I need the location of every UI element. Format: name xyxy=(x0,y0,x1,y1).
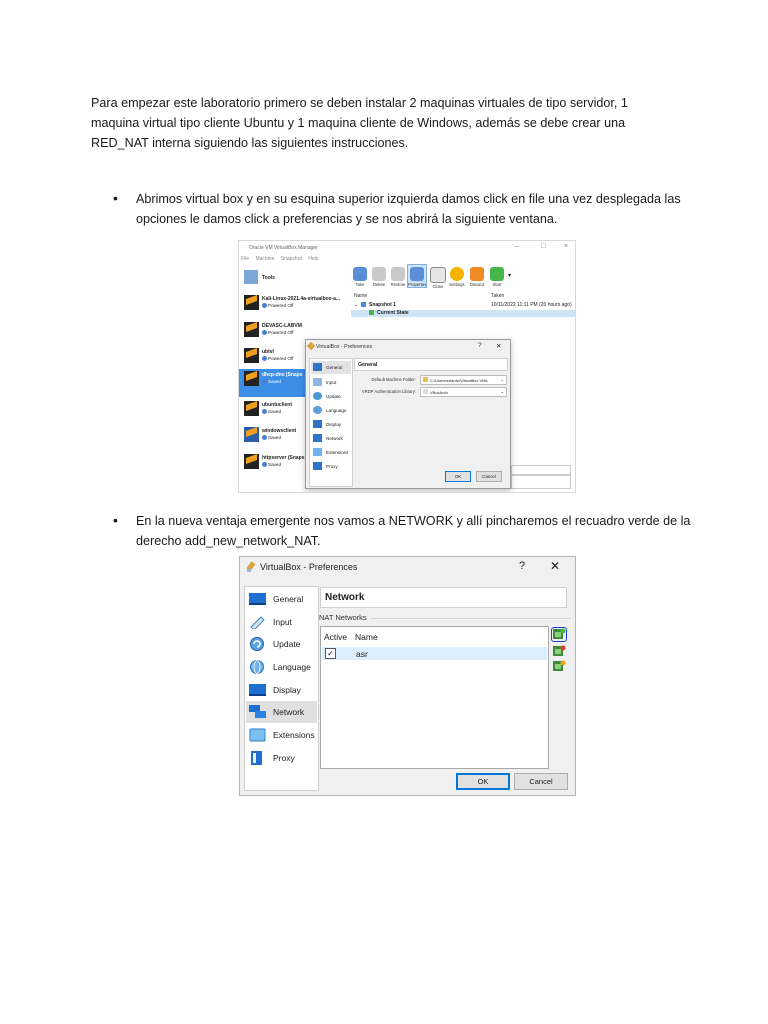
restore-snapshot-button[interactable] xyxy=(389,265,407,287)
vm-state-text: Powered Off xyxy=(268,356,294,361)
discard-button[interactable] xyxy=(468,265,486,287)
nav-label: Language xyxy=(326,408,347,413)
vm-state-text: Saved xyxy=(268,379,282,384)
vm-state xyxy=(262,303,293,308)
saved-icon xyxy=(262,435,267,440)
file-icon xyxy=(423,389,428,394)
extensions-icon xyxy=(313,448,322,456)
nav-label: Input xyxy=(273,617,292,627)
default-machine-folder-select[interactable] xyxy=(420,375,507,385)
active-checkbox[interactable]: ✓ xyxy=(325,648,336,659)
chevron-down-icon: ⌄ xyxy=(500,377,504,382)
vm-state xyxy=(262,356,293,361)
column-name: Name xyxy=(354,293,368,299)
nav-input[interactable] xyxy=(311,376,351,389)
help-button[interactable]: ? xyxy=(478,342,482,349)
pane-title xyxy=(354,358,508,371)
vm-state-text: Powered Off xyxy=(268,330,294,335)
nav-display[interactable] xyxy=(246,679,317,701)
nav-proxy[interactable] xyxy=(311,460,351,473)
network-icon xyxy=(313,434,322,442)
maximize-button[interactable]: □ xyxy=(541,243,546,250)
update-icon xyxy=(249,637,266,651)
edit-nat-network-button[interactable] xyxy=(552,660,566,673)
column-active[interactable]: Active xyxy=(324,632,348,642)
current-state-icon xyxy=(369,310,374,315)
details-field xyxy=(511,465,571,475)
start-button[interactable] xyxy=(488,265,506,287)
dialog-title: VirtualBox - Preferences xyxy=(260,562,358,572)
expand-icon[interactable]: ⌄ xyxy=(354,302,359,308)
nav-update[interactable] xyxy=(246,633,317,655)
close-button[interactable]: ✕ xyxy=(550,559,561,573)
delete-icon xyxy=(372,267,386,281)
close-button[interactable]: ✕ xyxy=(496,343,502,350)
toolbar-label: Settings xyxy=(449,282,465,287)
snapshot-row[interactable] xyxy=(351,302,575,309)
field-value: VBoxAuth xyxy=(430,390,448,395)
input-icon xyxy=(313,378,322,386)
settings-button[interactable] xyxy=(448,265,466,287)
help-button[interactable]: ? xyxy=(519,560,526,572)
windows-logo-icon xyxy=(244,427,259,442)
vm-state xyxy=(262,409,281,414)
toolbar-label: Start xyxy=(492,282,502,287)
display-icon xyxy=(249,683,266,697)
linux-logo-icon xyxy=(244,454,259,469)
nav-network[interactable] xyxy=(246,701,317,723)
vm-state xyxy=(262,435,281,440)
properties-button[interactable] xyxy=(408,265,426,287)
window-title: Oracle VM VirtualBox Manager xyxy=(249,245,318,251)
snapshot-toolbar xyxy=(351,265,575,291)
bullet-text-2: En la nueva ventaja emergente nos vamos a NETWORK y allí pincharemos el recuadro verde de la derecho add_new_network_NAT. xyxy=(136,514,691,548)
column-taken: Taken xyxy=(491,293,505,299)
saved-icon xyxy=(262,409,267,414)
details-field xyxy=(511,475,571,489)
nav-extensions[interactable] xyxy=(246,724,317,746)
nav-general[interactable] xyxy=(246,588,317,610)
saved-icon xyxy=(262,379,267,384)
toolbar-label: Restore xyxy=(390,282,406,287)
toolbar-label: Discard xyxy=(469,282,485,287)
nav-label: Extensions xyxy=(326,450,349,455)
nav-label: Update xyxy=(326,394,341,399)
default-machine-folder-row xyxy=(354,375,506,384)
vm-name: httpserver (Snaps xyxy=(262,455,305,461)
nav-label: Input xyxy=(326,380,337,385)
vm-name: ubtvl xyxy=(262,349,274,355)
vm-name: DEVASC-LABVM xyxy=(262,323,302,329)
menu-bar xyxy=(241,256,324,262)
field-label: Default Machine Folder: xyxy=(371,377,416,382)
snapshot-name: Snapshot 1 xyxy=(369,302,396,308)
general-icon xyxy=(249,592,266,606)
linux-logo-icon xyxy=(244,295,259,310)
vm-item[interactable] xyxy=(239,293,351,317)
cancel-button[interactable]: Cancel xyxy=(476,471,502,482)
nav-label: Proxy xyxy=(326,464,338,469)
nav-language[interactable] xyxy=(246,656,317,678)
toolbar-label: Take xyxy=(355,282,365,287)
power-off-icon xyxy=(262,356,267,361)
pane-title xyxy=(320,587,567,608)
proxy-icon xyxy=(249,751,266,765)
nav-label: Network xyxy=(326,436,343,441)
nav-language[interactable] xyxy=(311,404,351,417)
snapshot-list xyxy=(351,293,575,323)
nav-general[interactable] xyxy=(311,361,351,374)
toolbar-label: Properties xyxy=(408,282,428,287)
ok-button[interactable]: OK xyxy=(445,471,471,482)
camera-icon xyxy=(353,267,367,281)
chevron-down-icon: ⌄ xyxy=(500,389,504,394)
vm-state xyxy=(262,379,281,384)
language-icon xyxy=(249,660,266,674)
add-nat-network-button[interactable] xyxy=(552,628,566,641)
vm-state-text: Saved xyxy=(268,435,282,440)
language-icon xyxy=(313,406,322,414)
snapshot-taken: 10/11/2022 11:11 PM (20 hours ago) xyxy=(491,302,572,308)
display-icon xyxy=(313,420,322,428)
linux-logo-icon xyxy=(244,348,259,363)
menu-machine[interactable]: Machine xyxy=(255,256,275,262)
vm-name: windowsclient xyxy=(262,428,297,434)
vm-state xyxy=(262,462,281,467)
nav-extensions[interactable] xyxy=(311,446,351,459)
vm-state-text: Powered Off xyxy=(268,303,294,308)
snapshot-name: Current State xyxy=(377,310,409,316)
linux-logo-icon xyxy=(244,322,259,337)
preferences-dialog-general xyxy=(305,339,511,489)
linux-logo-icon xyxy=(244,401,259,416)
take-snapshot-button[interactable] xyxy=(351,265,369,287)
nav-label: Extensions xyxy=(273,730,315,740)
nav-label: Display xyxy=(326,422,342,427)
power-off-icon xyxy=(262,330,267,335)
menu-snapshot[interactable]: Snapshot xyxy=(280,256,302,262)
nav-label: General xyxy=(273,594,304,604)
snapshot-icon xyxy=(361,302,366,307)
dialog-title: VirtualBox - Preferences xyxy=(316,344,373,350)
start-arrow-icon xyxy=(490,267,504,281)
window-titlebar xyxy=(239,241,575,254)
saved-icon xyxy=(262,462,267,467)
nat-networks-table[interactable] xyxy=(320,626,549,769)
ok-button[interactable]: OK xyxy=(456,773,510,790)
clone-icon xyxy=(430,267,446,283)
menu-help[interactable]: Help xyxy=(308,256,319,262)
gear-icon xyxy=(450,267,464,281)
input-icon xyxy=(249,615,266,629)
nav-update[interactable] xyxy=(311,390,351,403)
virtualbox-manager-screenshot xyxy=(238,240,576,493)
nat-networks-group-label: NAT Networks xyxy=(319,613,367,622)
edit-nat-network-icon xyxy=(552,660,566,673)
vrdp-auth-library-row xyxy=(354,387,506,396)
tools-icon xyxy=(244,270,258,284)
general-icon xyxy=(313,363,322,371)
chevron-down-icon[interactable]: ▾ xyxy=(508,273,512,279)
properties-icon xyxy=(410,267,424,281)
vrdp-auth-library-select[interactable] xyxy=(420,387,507,397)
tools-item[interactable] xyxy=(239,267,351,291)
vm-name: dhcp-dns (Snaps xyxy=(262,372,303,378)
bullet-marker: • xyxy=(113,190,118,206)
remove-nat-network-icon xyxy=(552,645,566,658)
vm-state-text: Saved xyxy=(268,462,282,467)
network-icon xyxy=(249,705,266,719)
nav-network[interactable] xyxy=(311,432,351,445)
bullet-text-1: Abrimos virtual box y en su esquina superior izquierda damos click en file una vez desplegada las opciones le damos click a preferencias y se nos abrirá la siguiente ventana. xyxy=(136,192,681,226)
menu-file[interactable]: File xyxy=(241,256,250,262)
nav-label: Language xyxy=(273,662,311,672)
delete-snapshot-button[interactable] xyxy=(370,265,388,287)
toolbar-label: Delete xyxy=(372,282,386,287)
nav-label: Update xyxy=(273,639,301,649)
preferences-nav xyxy=(244,586,319,791)
snapshot-row[interactable] xyxy=(351,310,575,317)
restore-icon xyxy=(391,267,405,281)
extensions-icon xyxy=(249,728,266,742)
vm-state-text: Saved xyxy=(268,409,282,414)
general-pane xyxy=(354,358,506,468)
bullet-marker: • xyxy=(113,512,118,528)
column-name[interactable]: Name xyxy=(355,632,378,642)
toolbar-label: Clone xyxy=(432,284,444,289)
field-label: VRDP Authentication Library: xyxy=(361,389,416,394)
preferences-dialog-network xyxy=(239,556,576,796)
proxy-icon xyxy=(313,462,322,470)
preferences-nav xyxy=(309,358,353,487)
virtualbox-icon xyxy=(307,342,315,350)
tools-label: Tools xyxy=(262,275,275,281)
nav-label: Proxy xyxy=(273,753,295,763)
vm-state xyxy=(262,330,293,335)
nav-label: Network xyxy=(273,707,305,717)
nav-proxy[interactable] xyxy=(246,747,317,769)
clone-button[interactable] xyxy=(429,265,447,289)
nav-label: General xyxy=(326,365,343,370)
nav-display[interactable] xyxy=(311,418,351,431)
field-value: C:\Users\edardo\VirtualBox VMs xyxy=(430,378,488,383)
cancel-button[interactable]: Cancel xyxy=(514,773,568,790)
network-name: asr xyxy=(356,649,368,659)
power-off-icon xyxy=(262,303,267,308)
vm-name: Kali-Linux-2021.4a-virtualbox-a... xyxy=(262,296,341,302)
remove-nat-network-button[interactable] xyxy=(552,645,566,658)
linux-logo-icon xyxy=(244,371,259,386)
virtualbox-icon xyxy=(245,561,257,573)
vm-name: ubuntuclient xyxy=(262,402,292,408)
pane-title-text: General xyxy=(358,362,378,368)
close-button[interactable]: × xyxy=(564,243,569,250)
discard-arrow-icon xyxy=(470,267,484,281)
minimize-button[interactable]: – xyxy=(515,243,519,250)
add-nat-network-icon xyxy=(552,628,566,641)
intro-paragraph: Para empezar este laboratorio primero se deben instalar 2 maquinas virtuales de tipo servidor, 1 maquina virtual tipo cliente Ubuntu y 1 maquina cliente de Windows, además se debe crear una RED_NAT interna siguiendo las siguientes instrucciones. xyxy=(91,96,628,150)
table-row[interactable] xyxy=(322,647,547,660)
divider xyxy=(371,618,571,619)
folder-icon xyxy=(423,377,428,382)
nav-label: Display xyxy=(273,685,301,695)
update-icon xyxy=(313,392,322,400)
pane-title-text: Network xyxy=(325,592,365,603)
nav-input[interactable] xyxy=(246,611,317,633)
